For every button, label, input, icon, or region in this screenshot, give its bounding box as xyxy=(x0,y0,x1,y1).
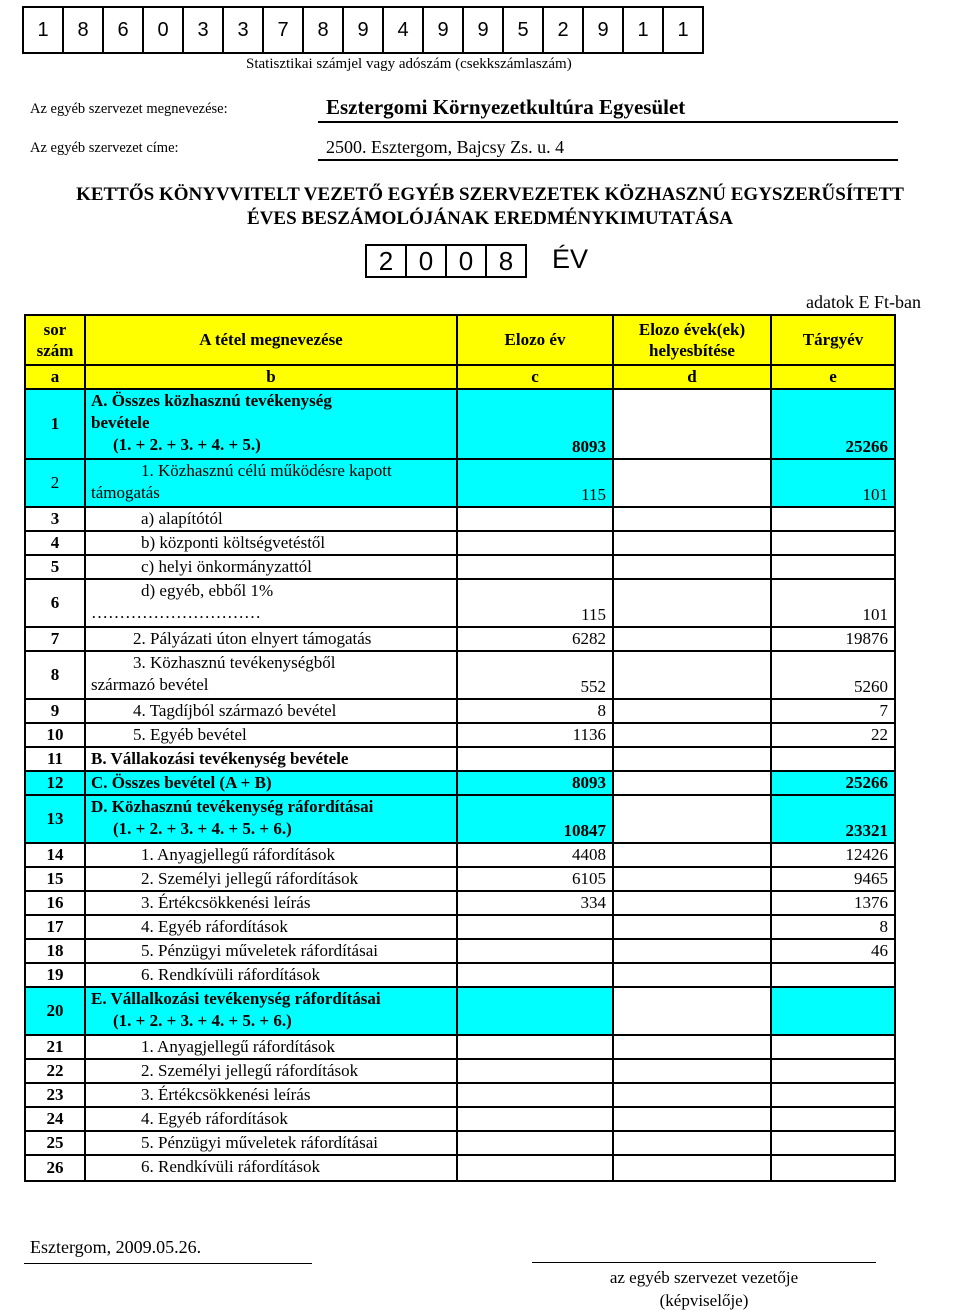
row-label xyxy=(86,1108,458,1132)
tax-id-digit: 9 xyxy=(344,8,384,52)
table-row xyxy=(26,508,894,532)
previous-year-value: 4408 xyxy=(572,845,606,864)
header-correction-line2: helyesbítése xyxy=(649,341,735,360)
previous-year-cell xyxy=(458,532,614,556)
previous-year-cell xyxy=(458,964,614,988)
correction-cell xyxy=(614,1156,772,1180)
row-label xyxy=(86,892,458,916)
correction-cell xyxy=(614,940,772,964)
correction-cell xyxy=(614,844,772,868)
correction-cell xyxy=(614,1060,772,1084)
correction-cell xyxy=(614,390,772,460)
current-year-cell xyxy=(772,652,894,700)
previous-year-cell xyxy=(458,844,614,868)
tax-id-digit: 3 xyxy=(184,8,224,52)
row-label xyxy=(86,772,458,796)
table-row xyxy=(26,940,894,964)
tax-id-digit: 8 xyxy=(304,8,344,52)
current-year-value: 5260 xyxy=(854,677,888,696)
tax-id-boxes xyxy=(22,6,704,54)
correction-cell xyxy=(614,508,772,532)
correction-cell xyxy=(614,1132,772,1156)
previous-year-cell xyxy=(458,1084,614,1108)
year-digit: 8 xyxy=(498,245,514,276)
year-digit: 2 xyxy=(367,246,407,276)
signer-role xyxy=(532,1266,876,1312)
previous-year-value: 8 xyxy=(597,701,606,720)
row-label-line: C. Összes bevétel (A + B) xyxy=(91,773,272,792)
previous-year-cell xyxy=(458,556,614,580)
document-title xyxy=(0,183,960,231)
previous-year-value: 8093 xyxy=(572,773,606,792)
previous-year-cell xyxy=(458,508,614,532)
row-label-line: 1. Közhasznú célú működésre kapott xyxy=(141,461,392,480)
row-label xyxy=(86,532,458,556)
column-letter: e xyxy=(772,366,894,390)
signer-role-line-1: az egyéb szervezet vezetője xyxy=(609,1268,799,1287)
header-correction xyxy=(614,316,772,366)
column-letter: c xyxy=(458,366,614,390)
current-year-cell xyxy=(772,844,894,868)
row-label-line: 2. Személyi jellegű ráfordítások xyxy=(141,1061,359,1080)
tax-id-digit: 2 xyxy=(544,8,584,52)
current-year-value: 25266 xyxy=(845,437,888,456)
correction-cell xyxy=(614,868,772,892)
previous-year-cell xyxy=(458,1156,614,1180)
row-label-line: bevétele xyxy=(91,413,150,432)
row-label-line: ………………………… xyxy=(91,603,261,622)
current-year-cell xyxy=(772,460,894,508)
previous-year-value: 10847 xyxy=(563,821,606,840)
row-number: 7 xyxy=(26,628,86,652)
row-label xyxy=(86,508,458,532)
previous-year-cell xyxy=(458,916,614,940)
current-year-cell xyxy=(772,988,894,1036)
table-row xyxy=(26,1156,894,1180)
header-row-number-line2: szám xyxy=(36,341,74,360)
row-number: 10 xyxy=(26,724,86,748)
unit-note: adatok E Ft-ban xyxy=(806,292,921,312)
row-label xyxy=(86,700,458,724)
tax-id-digit: 9 xyxy=(424,8,464,52)
row-number: 20 xyxy=(26,988,86,1036)
current-year-cell xyxy=(772,940,894,964)
current-year-cell xyxy=(772,916,894,940)
row-label-line: B. Vállakozási tevékenység bevétele xyxy=(91,749,349,768)
current-year-value: 101 xyxy=(862,485,888,504)
row-label-line: c) helyi önkormányzattól xyxy=(141,557,312,576)
previous-year-value: 334 xyxy=(580,893,606,912)
previous-year-cell xyxy=(458,940,614,964)
previous-year-cell xyxy=(458,1108,614,1132)
previous-year-value: 6282 xyxy=(572,629,606,648)
table-row xyxy=(26,916,894,940)
row-number: 1 xyxy=(26,390,86,460)
row-label-line: 2. Pályázati úton elnyert támogatás xyxy=(133,629,372,648)
row-label-line: 4. Egyéb ráfordítások xyxy=(141,1109,288,1128)
current-year-cell xyxy=(772,532,894,556)
current-year-cell xyxy=(772,556,894,580)
row-number: 22 xyxy=(26,1060,86,1084)
table-row xyxy=(26,1108,894,1132)
row-label-line: származó bevétel xyxy=(91,675,209,694)
org-address-label: Az egyéb szervezet címe: xyxy=(30,140,179,156)
row-number: 23 xyxy=(26,1084,86,1108)
current-year-cell xyxy=(772,724,894,748)
correction-cell xyxy=(614,652,772,700)
table-row xyxy=(26,628,894,652)
row-label-line: 1. Anyagjellegű ráfordítások xyxy=(141,845,336,864)
current-year-value: 22 xyxy=(871,725,888,744)
current-year-cell xyxy=(772,700,894,724)
current-year-cell xyxy=(772,1108,894,1132)
current-year-cell xyxy=(772,868,894,892)
current-year-cell xyxy=(772,580,894,628)
tax-id-digit: 7 xyxy=(264,8,304,52)
current-year-value: 1376 xyxy=(854,893,888,912)
row-label xyxy=(86,1036,458,1060)
current-year-cell xyxy=(772,1036,894,1060)
row-label-line: 4. Tagdíjból származó bevétel xyxy=(133,701,337,720)
table-header-row xyxy=(26,316,894,366)
row-label-line: 1. Anyagjellegű ráfordítások xyxy=(141,1037,336,1056)
row-label-line: d) egyéb, ebből 1% xyxy=(141,581,274,600)
title-line-2: ÉVES BESZÁMOLÓJÁNAK EREDMÉNYKIMUTATÁSA xyxy=(247,208,733,229)
place-and-date: Esztergom, 2009.05.26. xyxy=(30,1237,202,1257)
row-label xyxy=(86,556,458,580)
current-year-value: 23321 xyxy=(845,821,888,840)
previous-year-cell xyxy=(458,748,614,772)
row-label xyxy=(86,964,458,988)
correction-cell xyxy=(614,916,772,940)
current-year-cell xyxy=(772,772,894,796)
current-year-cell xyxy=(772,390,894,460)
year-boxes xyxy=(365,244,527,278)
correction-cell xyxy=(614,748,772,772)
table-row xyxy=(26,748,894,772)
previous-year-cell xyxy=(458,652,614,700)
header-current-year: Tárgyév xyxy=(772,316,894,366)
current-year-cell xyxy=(772,1060,894,1084)
current-year-value: 8 xyxy=(879,917,888,936)
tax-id-digit: 1 xyxy=(677,18,689,41)
tax-id-digit: 9 xyxy=(584,8,624,52)
column-letter: a xyxy=(26,366,86,390)
tax-id-digit: 4 xyxy=(384,8,424,52)
tax-id-digit: 8 xyxy=(64,8,104,52)
table-row xyxy=(26,580,894,628)
tax-id-digit: 0 xyxy=(144,8,184,52)
previous-year-value: 1136 xyxy=(572,725,606,744)
table-row xyxy=(26,652,894,700)
current-year-cell xyxy=(772,1132,894,1156)
table-row xyxy=(26,1060,894,1084)
table-row xyxy=(26,724,894,748)
header-correction-line1: Elozo évek(ek) xyxy=(638,320,746,339)
current-year-value: 9465 xyxy=(854,869,888,888)
correction-cell xyxy=(614,988,772,1036)
org-address: 2500. Esztergom, Bajcsy Zs. u. 4 xyxy=(318,137,898,161)
row-number: 2 xyxy=(26,460,86,508)
correction-cell xyxy=(614,724,772,748)
correction-cell xyxy=(614,964,772,988)
header-previous-year: Elozo év xyxy=(458,316,614,366)
table-row xyxy=(26,700,894,724)
correction-cell xyxy=(614,532,772,556)
previous-year-cell xyxy=(458,390,614,460)
correction-cell xyxy=(614,556,772,580)
correction-cell xyxy=(614,1084,772,1108)
current-year-cell xyxy=(772,964,894,988)
row-label-line: A. Összes közhasznú tevékenység xyxy=(91,391,332,410)
table-row xyxy=(26,892,894,916)
current-year-cell xyxy=(772,796,894,844)
row-label xyxy=(86,1132,458,1156)
table-row xyxy=(26,868,894,892)
previous-year-value: 552 xyxy=(580,677,606,696)
previous-year-value: 6105 xyxy=(572,869,606,888)
row-label-line: (1. + 2. + 3. + 4. + 5. + 6.) xyxy=(113,819,292,838)
date-underline xyxy=(24,1263,312,1264)
row-label-line: 6. Rendkívüli ráfordítások xyxy=(141,965,320,984)
org-name-label: Az egyéb szervezet megnevezése: xyxy=(30,101,228,117)
row-label-line: (1. + 2. + 3. + 4. + 5. + 6.) xyxy=(113,1011,292,1030)
row-label xyxy=(86,796,458,844)
row-number: 19 xyxy=(26,964,86,988)
org-name: Esztergomi Környezetkultúra Egyesület xyxy=(318,95,898,123)
row-number: 25 xyxy=(26,1132,86,1156)
previous-year-value: 8093 xyxy=(572,437,606,456)
current-year-cell xyxy=(772,1084,894,1108)
current-year-value: 12426 xyxy=(845,845,888,864)
row-label xyxy=(86,844,458,868)
correction-cell xyxy=(614,628,772,652)
row-number: 8 xyxy=(26,652,86,700)
row-label-line: 6. Rendkívüli ráfordítások xyxy=(141,1157,320,1176)
row-label-line: E. Vállalkozási tevékenység ráfordításai xyxy=(91,989,381,1008)
current-year-cell xyxy=(772,748,894,772)
table-row xyxy=(26,556,894,580)
row-number: 4 xyxy=(26,532,86,556)
row-number: 13 xyxy=(26,796,86,844)
row-label-line: D. Közhasznú tevékenység ráfordításai xyxy=(91,797,374,816)
row-number: 17 xyxy=(26,916,86,940)
row-label xyxy=(86,748,458,772)
row-number: 6 xyxy=(26,580,86,628)
current-year-cell xyxy=(772,892,894,916)
current-year-cell xyxy=(772,628,894,652)
year-digit: 0 xyxy=(447,246,487,276)
row-number: 12 xyxy=(26,772,86,796)
row-label xyxy=(86,868,458,892)
row-number: 16 xyxy=(26,892,86,916)
correction-cell xyxy=(614,700,772,724)
row-label-line: b) központi költségvetéstől xyxy=(141,533,326,552)
row-label xyxy=(86,1084,458,1108)
row-label-line: 5. Egyéb bevétel xyxy=(133,725,247,744)
tax-id-digit: 1 xyxy=(24,8,64,52)
tax-id-digit: 5 xyxy=(504,8,544,52)
table-row xyxy=(26,1084,894,1108)
previous-year-cell xyxy=(458,1060,614,1084)
previous-year-cell xyxy=(458,628,614,652)
row-number: 26 xyxy=(26,1156,86,1180)
row-label xyxy=(86,460,458,508)
table-letter-row xyxy=(26,366,894,390)
row-number: 3 xyxy=(26,508,86,532)
previous-year-cell xyxy=(458,580,614,628)
row-label xyxy=(86,390,458,460)
previous-year-cell xyxy=(458,724,614,748)
correction-cell xyxy=(614,580,772,628)
row-label xyxy=(86,1156,458,1180)
row-label-line: 5. Pénzügyi műveletek ráfordításai xyxy=(141,941,378,960)
tax-id-digit: 1 xyxy=(624,8,664,52)
tax-id-digit: 3 xyxy=(224,8,264,52)
row-label-line: 2. Személyi jellegű ráfordítások xyxy=(141,869,359,888)
current-year-value: 25266 xyxy=(845,773,888,792)
current-year-value: 101 xyxy=(862,605,888,624)
table-row xyxy=(26,460,894,508)
row-label xyxy=(86,916,458,940)
table-row xyxy=(26,796,894,844)
correction-cell xyxy=(614,1036,772,1060)
correction-cell xyxy=(614,1108,772,1132)
current-year-cell xyxy=(772,1156,894,1180)
table-row xyxy=(26,1132,894,1156)
row-label xyxy=(86,1060,458,1084)
row-label-line: támogatás xyxy=(91,483,160,502)
previous-year-cell xyxy=(458,868,614,892)
column-letter: d xyxy=(614,366,772,390)
row-number: 14 xyxy=(26,844,86,868)
header-item-name: A tétel megnevezése xyxy=(86,316,458,366)
correction-cell xyxy=(614,460,772,508)
table-row xyxy=(26,532,894,556)
previous-year-value: 115 xyxy=(581,485,606,504)
previous-year-cell xyxy=(458,460,614,508)
table-row xyxy=(26,1036,894,1060)
row-label xyxy=(86,580,458,628)
table-row xyxy=(26,844,894,868)
title-line-1: KETTŐS KÖNYVVITELT VEZETŐ EGYÉB SZERVEZETEK KÖZHASZNÚ EGYSZERŰSÍTETT xyxy=(76,184,904,205)
previous-year-cell xyxy=(458,988,614,1036)
tax-id-digit: 6 xyxy=(104,8,144,52)
year-suffix: ÉV xyxy=(552,244,589,274)
row-label-line: 4. Egyéb ráfordítások xyxy=(141,917,288,936)
correction-cell xyxy=(614,796,772,844)
row-number: 21 xyxy=(26,1036,86,1060)
current-year-value: 19876 xyxy=(845,629,888,648)
current-year-value: 7 xyxy=(879,701,888,720)
row-label-line: (1. + 2. + 3. + 4. + 5.) xyxy=(113,435,261,454)
row-number: 15 xyxy=(26,868,86,892)
row-number: 11 xyxy=(26,748,86,772)
correction-cell xyxy=(614,892,772,916)
previous-year-cell xyxy=(458,772,614,796)
current-year-cell xyxy=(772,508,894,532)
row-label-line: 3. Értékcsökkenési leírás xyxy=(141,893,311,912)
signer-role-line-2: (képviselője) xyxy=(659,1291,749,1310)
row-number: 9 xyxy=(26,700,86,724)
previous-year-cell xyxy=(458,700,614,724)
row-label xyxy=(86,724,458,748)
row-label xyxy=(86,988,458,1036)
table-row xyxy=(26,988,894,1036)
row-label xyxy=(86,940,458,964)
column-letter: b xyxy=(86,366,458,390)
header-row-number xyxy=(26,316,86,366)
row-label xyxy=(86,652,458,700)
row-number: 18 xyxy=(26,940,86,964)
header-row-number-line1: sor xyxy=(43,320,67,339)
previous-year-value: 115 xyxy=(581,605,606,624)
row-label-line: 5. Pénzügyi műveletek ráfordításai xyxy=(141,1133,378,1152)
row-number: 24 xyxy=(26,1108,86,1132)
correction-cell xyxy=(614,772,772,796)
row-label-line: 3. Közhasznú tevékenységből xyxy=(133,653,336,672)
year-digit: 0 xyxy=(407,246,447,276)
tax-id-digit: 9 xyxy=(464,8,504,52)
row-label-line: a) alapítótól xyxy=(141,509,223,528)
row-number: 5 xyxy=(26,556,86,580)
previous-year-cell xyxy=(458,796,614,844)
table-row xyxy=(26,772,894,796)
income-statement-table xyxy=(24,314,896,1182)
previous-year-cell xyxy=(458,892,614,916)
signature-line xyxy=(532,1262,876,1263)
previous-year-cell xyxy=(458,1036,614,1060)
row-label xyxy=(86,628,458,652)
current-year-value: 46 xyxy=(871,941,888,960)
row-label-line: 3. Értékcsökkenési leírás xyxy=(141,1085,311,1104)
previous-year-cell xyxy=(458,1132,614,1156)
table-row xyxy=(26,964,894,988)
table-row xyxy=(26,390,894,460)
tax-id-caption: Statisztikai számjel vagy adószám (csekkszámlaszám) xyxy=(246,56,572,72)
